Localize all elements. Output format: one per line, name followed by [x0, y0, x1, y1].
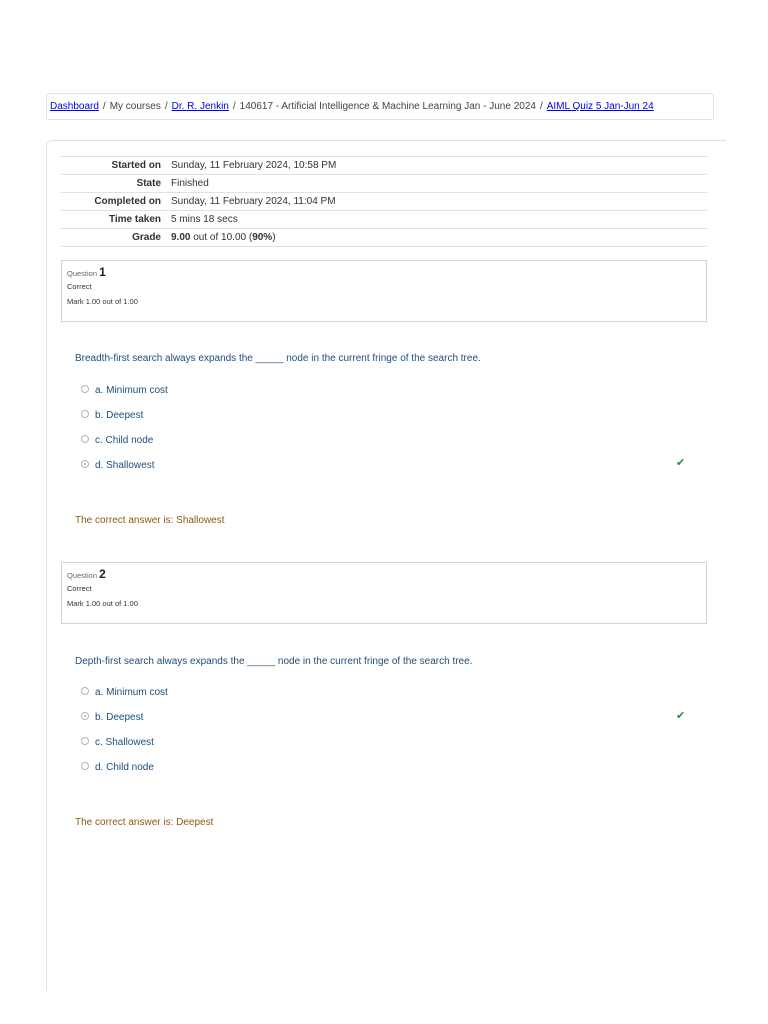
question-text: Depth-first search always expands the _____ node in the current fringe of the search tree. [75, 656, 473, 667]
question-status: Correct [67, 584, 92, 593]
answer-option-selected[interactable] [81, 460, 154, 472]
option-label: d. Child node [95, 762, 154, 773]
breadcrumb-my-courses: My courses [109, 101, 161, 112]
radio-icon[interactable] [81, 435, 89, 443]
check-icon: ✔ [676, 710, 686, 722]
option-label: a. Minimum cost [95, 385, 168, 396]
breadcrumb-dashboard-link[interactable]: Dashboard [50, 101, 99, 112]
option-label: c. Child node [95, 435, 154, 446]
summary-label: Completed on [61, 193, 171, 211]
summary-value: 5 mins 18 secs [171, 211, 707, 229]
breadcrumb-teacher-link[interactable]: Dr. R. Jenkin [171, 101, 229, 112]
summary-row-started [61, 157, 707, 175]
answer-option-selected[interactable] [81, 712, 143, 724]
attempt-summary-table [61, 156, 707, 247]
option-label: d. Shallowest [95, 460, 155, 471]
summary-row-completed [61, 193, 707, 211]
question-mark: Mark 1.00 out of 1.00 [67, 599, 138, 608]
option-label: c. Shallowest [95, 737, 154, 748]
question-info-2 [61, 562, 707, 624]
summary-row-state [61, 175, 707, 193]
breadcrumb-quiz-link[interactable]: AIML Quiz 5 Jan-Jun 24 [546, 101, 654, 112]
radio-selected-icon[interactable] [81, 460, 89, 468]
answer-option[interactable] [81, 435, 153, 447]
question-status: Correct [67, 282, 92, 291]
question-text: Breadth-first search always expands the _____ node in the current fringe of the search tree. [75, 353, 481, 364]
breadcrumb [46, 93, 714, 120]
check-icon: ✔ [676, 457, 686, 469]
summary-label: Grade [61, 229, 171, 247]
radio-icon[interactable] [81, 687, 89, 695]
answer-option[interactable] [81, 410, 143, 422]
summary-value: Finished [171, 175, 707, 193]
answer-option[interactable] [81, 737, 154, 749]
question-number-value: 2 [99, 567, 106, 581]
radio-selected-icon[interactable] [81, 712, 89, 720]
correct-answer-feedback: The correct answer is: Shallowest [75, 515, 225, 526]
summary-label: Started on [61, 157, 171, 175]
question-info-1 [61, 260, 707, 322]
question-number [67, 265, 701, 279]
breadcrumb-separator: / [164, 101, 168, 112]
summary-value: Sunday, 11 February 2024, 10:58 PM [171, 157, 707, 175]
summary-row-grade [61, 229, 707, 247]
answer-option[interactable] [81, 385, 168, 397]
option-label: a. Minimum cost [95, 687, 168, 698]
answer-option[interactable] [81, 762, 154, 774]
radio-icon[interactable] [81, 737, 89, 745]
question-mark: Mark 1.00 out of 1.00 [67, 297, 138, 306]
answer-option[interactable] [81, 687, 168, 699]
breadcrumb-separator: / [539, 101, 543, 112]
summary-label: Time taken [61, 211, 171, 229]
grade-percent: 90% [252, 232, 273, 243]
question-number [67, 567, 701, 581]
summary-label: State [61, 175, 171, 193]
grade-close: ) [272, 232, 276, 243]
radio-icon[interactable] [81, 385, 89, 393]
question-prefix: Question [67, 571, 98, 580]
summary-row-time [61, 211, 707, 229]
summary-value-grade [171, 229, 707, 247]
radio-icon[interactable] [81, 762, 89, 770]
question-prefix: Question [67, 269, 98, 278]
question-number-value: 1 [99, 265, 106, 279]
breadcrumb-separator: / [232, 101, 236, 112]
summary-value: Sunday, 11 February 2024, 11:04 PM [171, 193, 707, 211]
grade-out-of: out of 10.00 ( [190, 232, 253, 243]
option-label: b. Deepest [95, 410, 144, 421]
breadcrumb-separator: / [102, 101, 106, 112]
grade-score: 9.00 [171, 232, 191, 243]
breadcrumb-course: 140617 - Artificial Intelligence & Machine Learning Jan - June 2024 [239, 101, 536, 112]
option-label: b. Deepest [95, 712, 144, 723]
radio-icon[interactable] [81, 410, 89, 418]
correct-answer-feedback: The correct answer is: Deepest [75, 817, 214, 828]
